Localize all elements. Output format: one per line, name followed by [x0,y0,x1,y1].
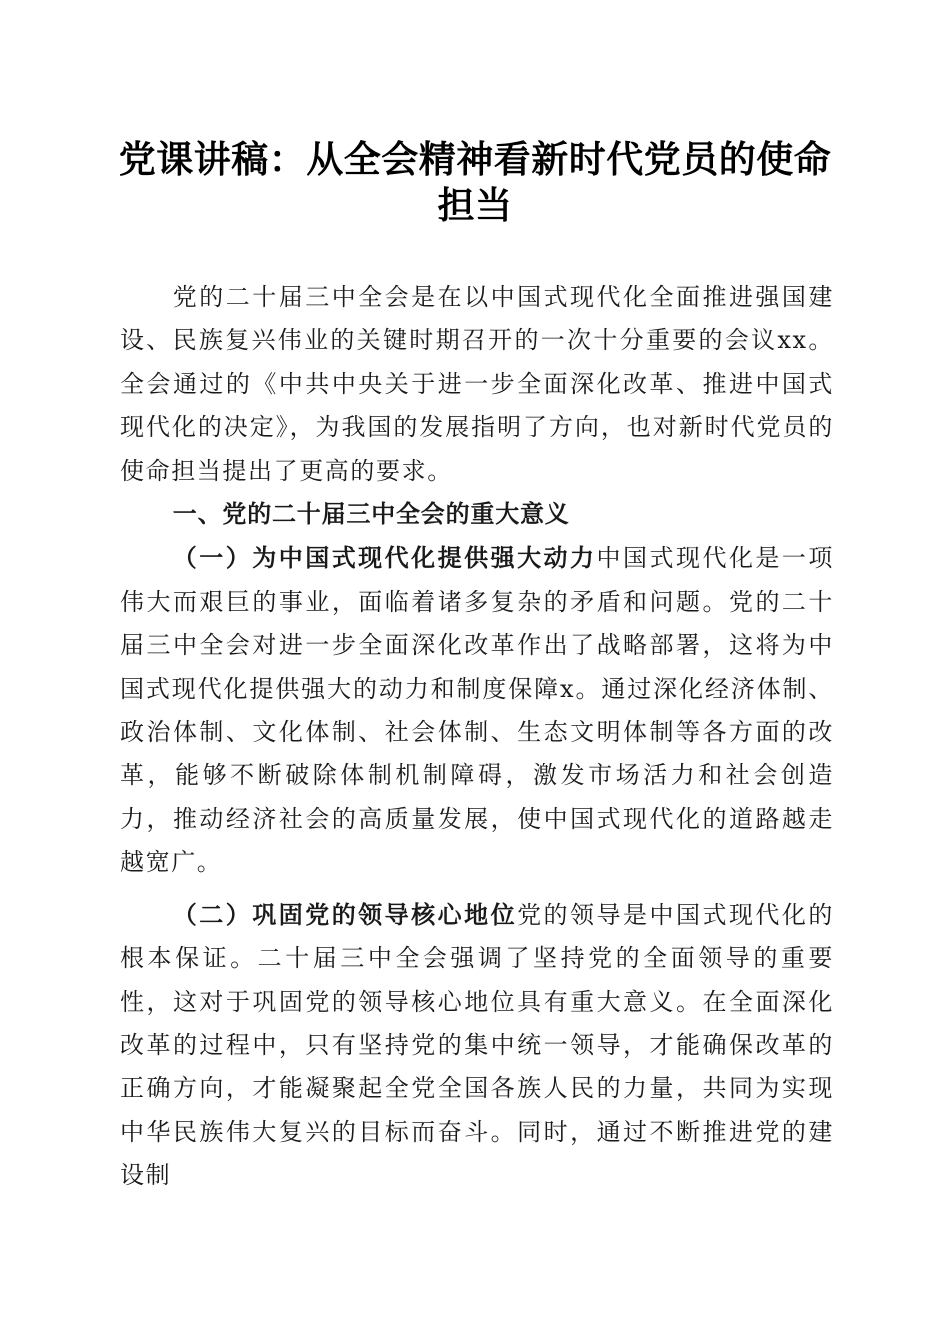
intro-paragraph: 党的二十届三中全会是在以中国式现代化全面推进强国建设、民族复兴伟业的关键时期召开的一次十分重要的会议xx。全会通过的《中共中央关于进一步全面深化改革、推进中国式现代化的决定》，为我国的发展指明了方向，也对新时代党员的使命担当提出了更高的要求。 [120,283,834,485]
document-title: 党课讲稿：从全会精神看新时代党员的使命担当 [118,137,832,227]
subsection-2-paragraph [120,893,834,1198]
subsection-2-body: 党的领导是中国式现代化的根本保证。二十届三中全会强调了坚持党的全面领导的重要性，这对于巩固党的领导核心地位具有重大意义。在全面深化改革的过程中，只有坚持党的集中统一领导，才能确保改革的正确方向，才能凝聚起全党全国各族人民的力量，共同为实现中华民族伟大复兴的目标而奋斗。同时，通过不断推进党的建设制 [120,900,834,1190]
subsection-2-heading: （二）巩固党的领导核心地位 [172,899,518,929]
subsection-1-paragraph [120,536,834,884]
document-body [120,276,834,1198]
section-heading: 一、党的二十届三中全会的重大意义 [172,500,570,529]
paragraph-gap [120,885,834,893]
subsection-1-body: 中国式现代化是一项伟大而艰巨的事业，面临着诸多复杂的矛盾和问题。党的二十届三中全会对进一步全面深化改革作出了战略部署，这将为中国式现代化提供强大的动力和制度保障x。通过深化经济体制、政治体制、文化体制、社会体制、生态文明体制等各方面的改革，能够不断破除体制机制障碍，激发市场活力和社会创造力，推动经济社会的高质量发展，使中国式现代化的道路越走越宽广。 [120,544,834,877]
subsection-1-heading: （一）为中国式现代化提供强大动力 [172,543,597,573]
